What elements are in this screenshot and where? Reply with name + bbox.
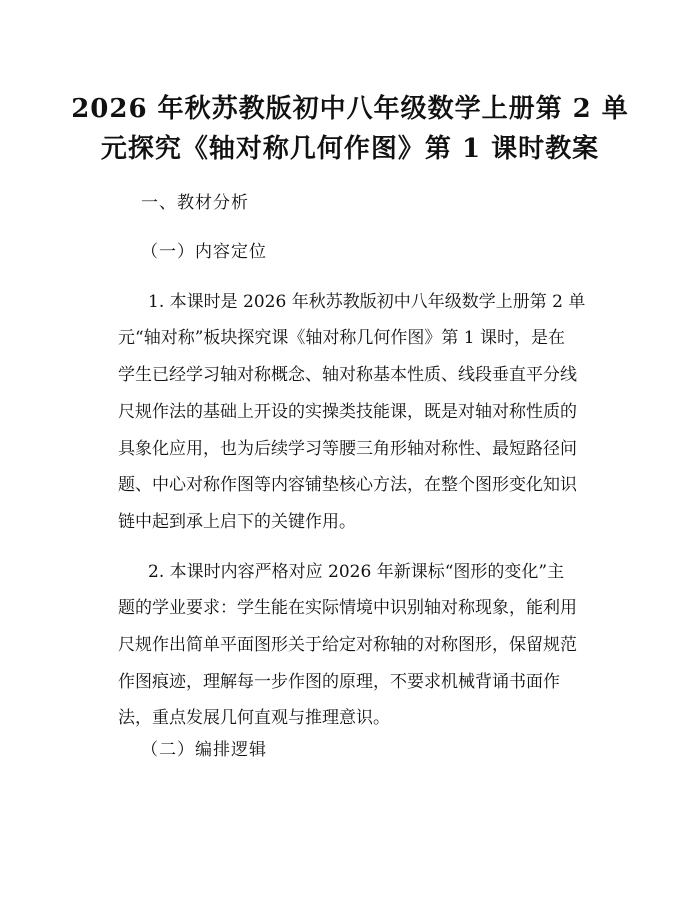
- paragraph-1-line: 元“轴对称”板块探究课《轴对称几何作图》第 1 课时，是在: [118, 328, 566, 348]
- subsection-heading-arrangement-logic: （二）编排逻辑: [141, 740, 267, 760]
- paragraph-1-line: 1. 本课时是 2026 年秋苏教版初中八年级数学上册第 2 单: [148, 292, 586, 312]
- paragraph-2-line: 法，重点发展几何直观与推理意识。: [118, 708, 390, 728]
- document-title-line-1: 2026 年秋苏教版初中八年级数学上册第 2 单: [71, 94, 629, 124]
- section-heading-teaching-material-analysis: 一、教材分析: [141, 193, 249, 213]
- paragraph-2-line: 题的学业要求：学生能在实际情境中识别轴对称现象，能利用: [118, 598, 577, 618]
- paragraph-1-line: 尺规作法的基础上开设的实操类技能课，既是对轴对称性质的: [118, 402, 577, 422]
- paragraph-2-line: 2. 本课时内容严格对应 2026 年新课标“图形的变化”主: [148, 562, 565, 582]
- paragraph-2-line: 作图痕迹，理解每一步作图的原理，不要求机械背诵书面作: [118, 672, 560, 692]
- paragraph-1-line: 学生已经学习轴对称概念、轴对称基本性质、线段垂直平分线: [118, 365, 577, 385]
- document-title-line-2: 元探究《轴对称几何作图》第 1 课时教案: [100, 134, 600, 164]
- subsection-heading-content-positioning: （一）内容定位: [141, 242, 267, 262]
- paragraph-1-line: 题、中心对称作图等内容铺垫核心方法，在整个图形变化知识: [118, 475, 577, 495]
- paragraph-1-line: 具象化应用，也为后续学习等腰三角形轴对称性、最短路径问: [118, 439, 577, 459]
- paragraph-1-line: 链中起到承上启下的关键作用。: [118, 512, 356, 532]
- paragraph-2-line: 尺规作出简单平面图形关于给定对称轴的对称图形，保留规范: [118, 635, 577, 655]
